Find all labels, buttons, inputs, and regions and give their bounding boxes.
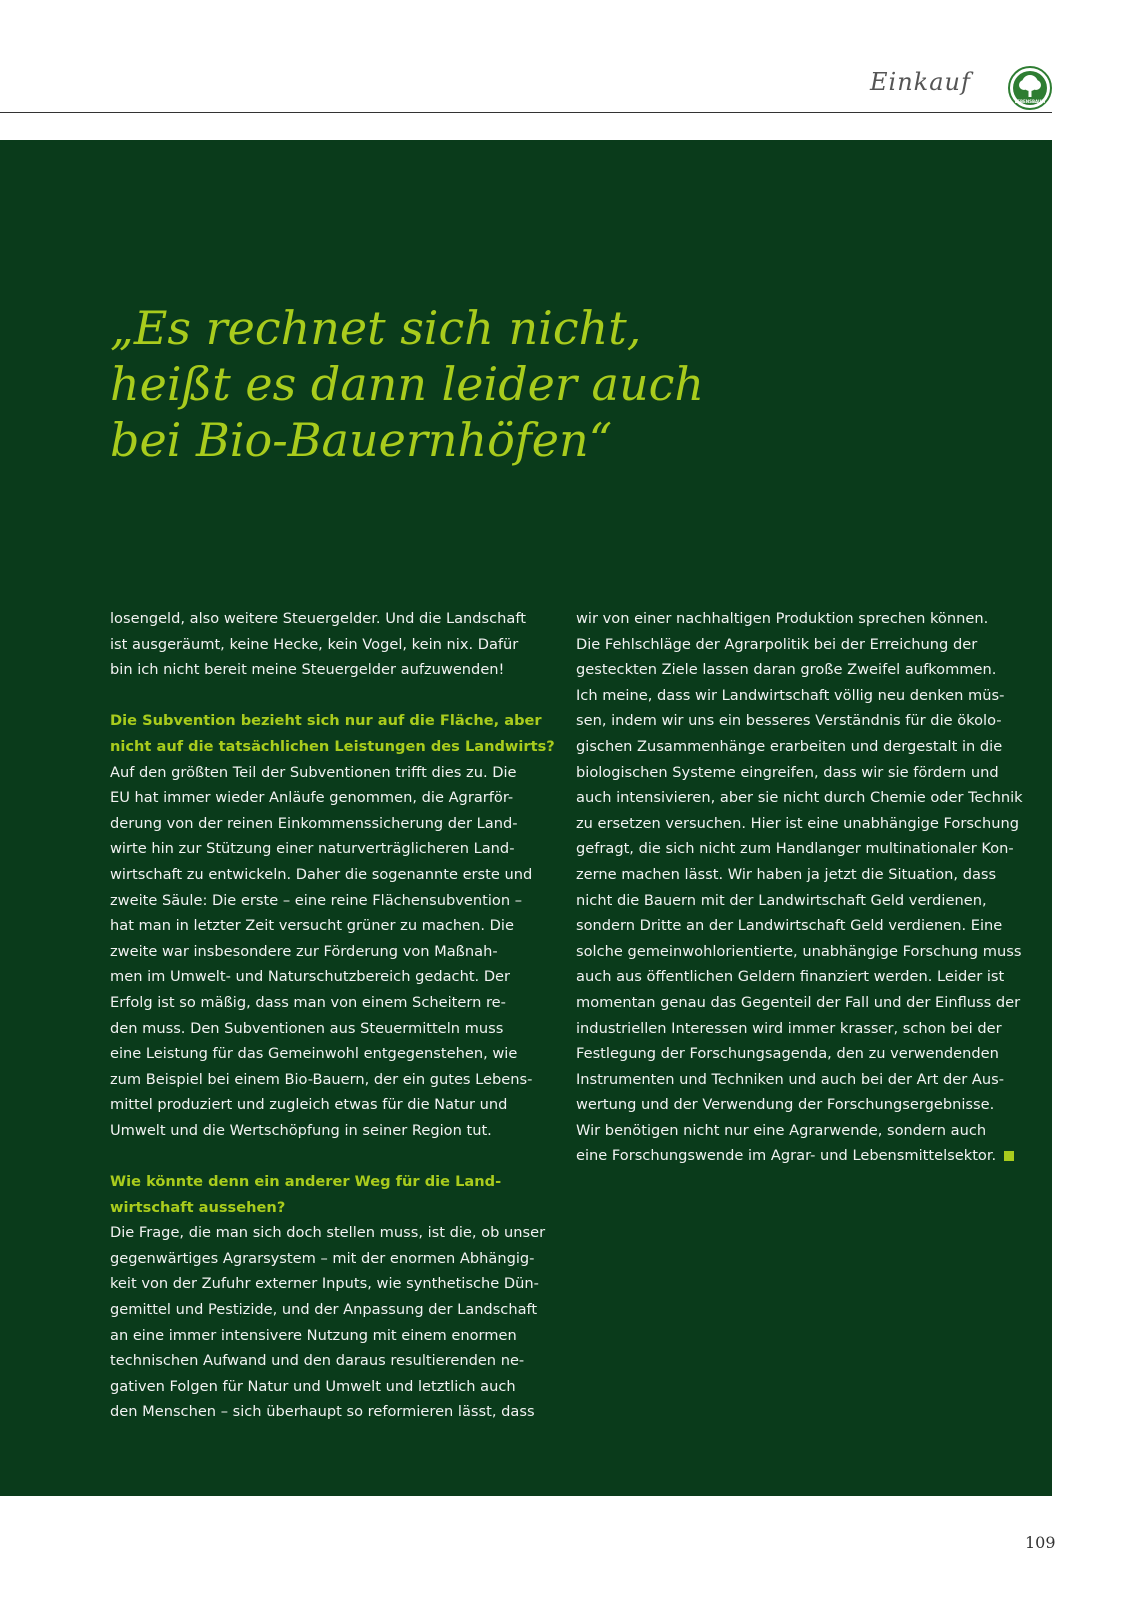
body-line: zweite Säule: Die erste – eine reine Flächensubvention – — [110, 891, 523, 909]
body-line: derung von der reinen Einkommenssicherung der Land- — [110, 814, 518, 832]
logo-lettering: LEBENSBAUM — [1014, 99, 1046, 104]
body-line: men im Umwelt- und Naturschutzbereich gedacht. Der — [110, 968, 511, 986]
body-line: industriellen Interessen wird immer krasser, schon bei der — [576, 1019, 1002, 1037]
body-line: nicht die Bauern mit der Landwirtschaft Geld verdienen, — [576, 891, 987, 909]
body-line: gemittel und Pestizide, und der Anpassung der Landschaft — [110, 1301, 538, 1319]
body-line: momentan genau das Gegenteil der Fall und der Einfluss der — [576, 993, 1021, 1011]
headline-line: heißt es dann leider auch — [110, 357, 704, 411]
body-line: losengeld, also weitere Steuergelder. Und die Landschaft — [110, 610, 526, 627]
body-line: den muss. Den Subventionen aus Steuermitteln muss — [110, 1019, 504, 1037]
body-line: Die Frage, die man sich doch stellen muss, ist die, ob unser — [110, 1224, 546, 1242]
body-line: wertung und der Verwendung der Forschungsergebnisse. — [576, 1096, 995, 1114]
question-line: Wie könnte denn ein anderer Weg für die Land- — [110, 1173, 502, 1191]
question-line: Die Subvention bezieht sich nur auf die Fläche, aber — [110, 712, 542, 730]
body-line: Festlegung der Forschungsagenda, den zu verwendenden — [576, 1045, 999, 1063]
body-line: Erfolg ist so mäßig, dass man von einem Scheitern re- — [110, 993, 506, 1011]
headline — [110, 300, 870, 468]
body-line: gegenwärtiges Agrarsystem – mit der enormen Abhängig- — [110, 1249, 535, 1267]
body-line: gefragt, die sich nicht zum Handlanger multinationaler Kon- — [576, 840, 1014, 858]
body-line: Auf den größten Teil der Subventionen trifft dies zu. Die — [110, 763, 517, 781]
body-line: solche gemeinwohlorientierte, unabhängige Forschung muss — [576, 942, 1022, 960]
body-line: keit von der Zufuhr externer Inputs, wie synthetische Dün- — [110, 1275, 539, 1293]
body-line: zerne machen lässt. Wir haben ja jetzt die Situation, dass — [576, 865, 997, 883]
body-line: technischen Aufwand und den daraus resultierenden ne- — [110, 1352, 525, 1370]
body-line: auch intensivieren, aber sie nicht durch Chemie oder Technik — [576, 789, 1023, 807]
body-line: gativen Folgen für Natur und Umwelt und letztlich auch — [110, 1377, 516, 1395]
end-of-article-icon — [1004, 1151, 1014, 1161]
body-line: sen, indem wir uns ein besseres Verständnis für die ökolo- — [576, 712, 1002, 730]
body-line: zweite war insbesondere zur Förderung von Maßnah- — [110, 942, 498, 960]
body-line: bin ich nicht bereit meine Steuergelder aufzuwenden! — [110, 661, 505, 679]
body-line: mittel produziert und zugleich etwas für die Natur und — [110, 1096, 508, 1114]
question-line: wirtschaft aussehen? — [110, 1198, 286, 1216]
body-line: wirtschaft zu entwickeln. Daher die sogenannte erste und — [110, 865, 533, 883]
body-line: Wir benötigen nicht nur eine Agrarwende, sondern auch — [576, 1121, 987, 1139]
body-line: Instrumenten und Techniken und auch bei der Art der Aus- — [576, 1070, 1004, 1088]
paragraph-gap — [110, 683, 550, 709]
body-line: EU hat immer wieder Anläufe genommen, die Agrarför- — [110, 789, 514, 807]
page-number: 109 — [1025, 1533, 1056, 1552]
body-line: wir von einer nachhaltigen Produktion sprechen können. — [576, 610, 989, 627]
headline-line: bei Bio-Bauernhöfen“ — [110, 413, 613, 467]
paragraph-gap — [110, 1143, 550, 1169]
body-line: gischen Zusammenhänge erarbeiten und dergestalt in die — [576, 737, 1003, 755]
body-line: wirte hin zur Stützung einer naturverträglicheren Land- — [110, 840, 515, 858]
body-line: eine Leistung für das Gemeinwohl entgegenstehen, wie — [110, 1045, 518, 1063]
lebensbaum-logo — [1008, 66, 1052, 110]
body-line: sondern Dritte an der Landwirtschaft Geld verdienen. Eine — [576, 917, 1003, 935]
section-title: Einkauf — [870, 68, 971, 96]
body-line: auch aus öffentlichen Geldern finanziert werden. Leider ist — [576, 968, 1005, 986]
body-line: den Menschen – sich überhaupt so reformieren lässt, dass — [110, 1403, 535, 1421]
body-line: biologischen Systeme eingreifen, dass wir sie fördern und — [576, 763, 999, 781]
body-line: Ich meine, dass wir Landwirtschaft völlig neu denken müs- — [576, 686, 1005, 704]
body-line: ist ausgeräumt, keine Hecke, kein Vogel, kein nix. Dafür — [110, 635, 519, 653]
headline-line: „Es rechnet sich nicht, — [110, 301, 642, 355]
body-line: hat man in letzter Zeit versucht grüner zu machen. Die — [110, 917, 514, 935]
body-line: gesteckten Ziele lassen daran große Zweifel aufkommen. — [576, 661, 997, 679]
body-line: zum Beispiel bei einem Bio-Bauern, der ein gutes Lebens- — [110, 1070, 533, 1088]
left-column — [110, 606, 555, 1425]
body-line: Die Fehlschläge der Agrarpolitik bei der Erreichung der — [576, 635, 978, 653]
body-line: Umwelt und die Wertschöpfung in seiner Region tut. — [110, 1121, 492, 1139]
question-line: nicht auf die tatsächlichen Leistungen des Landwirts? — [110, 737, 555, 755]
body-line: eine Forschungswende im Agrar- und Lebensmittelsektor. — [576, 1143, 1016, 1169]
body-line: an eine immer intensivere Nutzung mit einem enormen — [110, 1326, 517, 1344]
body-line: zu ersetzen versuchen. Hier ist eine unabhängige Forschung — [576, 814, 1019, 832]
header-divider — [0, 112, 1052, 113]
right-column — [576, 606, 1023, 1169]
